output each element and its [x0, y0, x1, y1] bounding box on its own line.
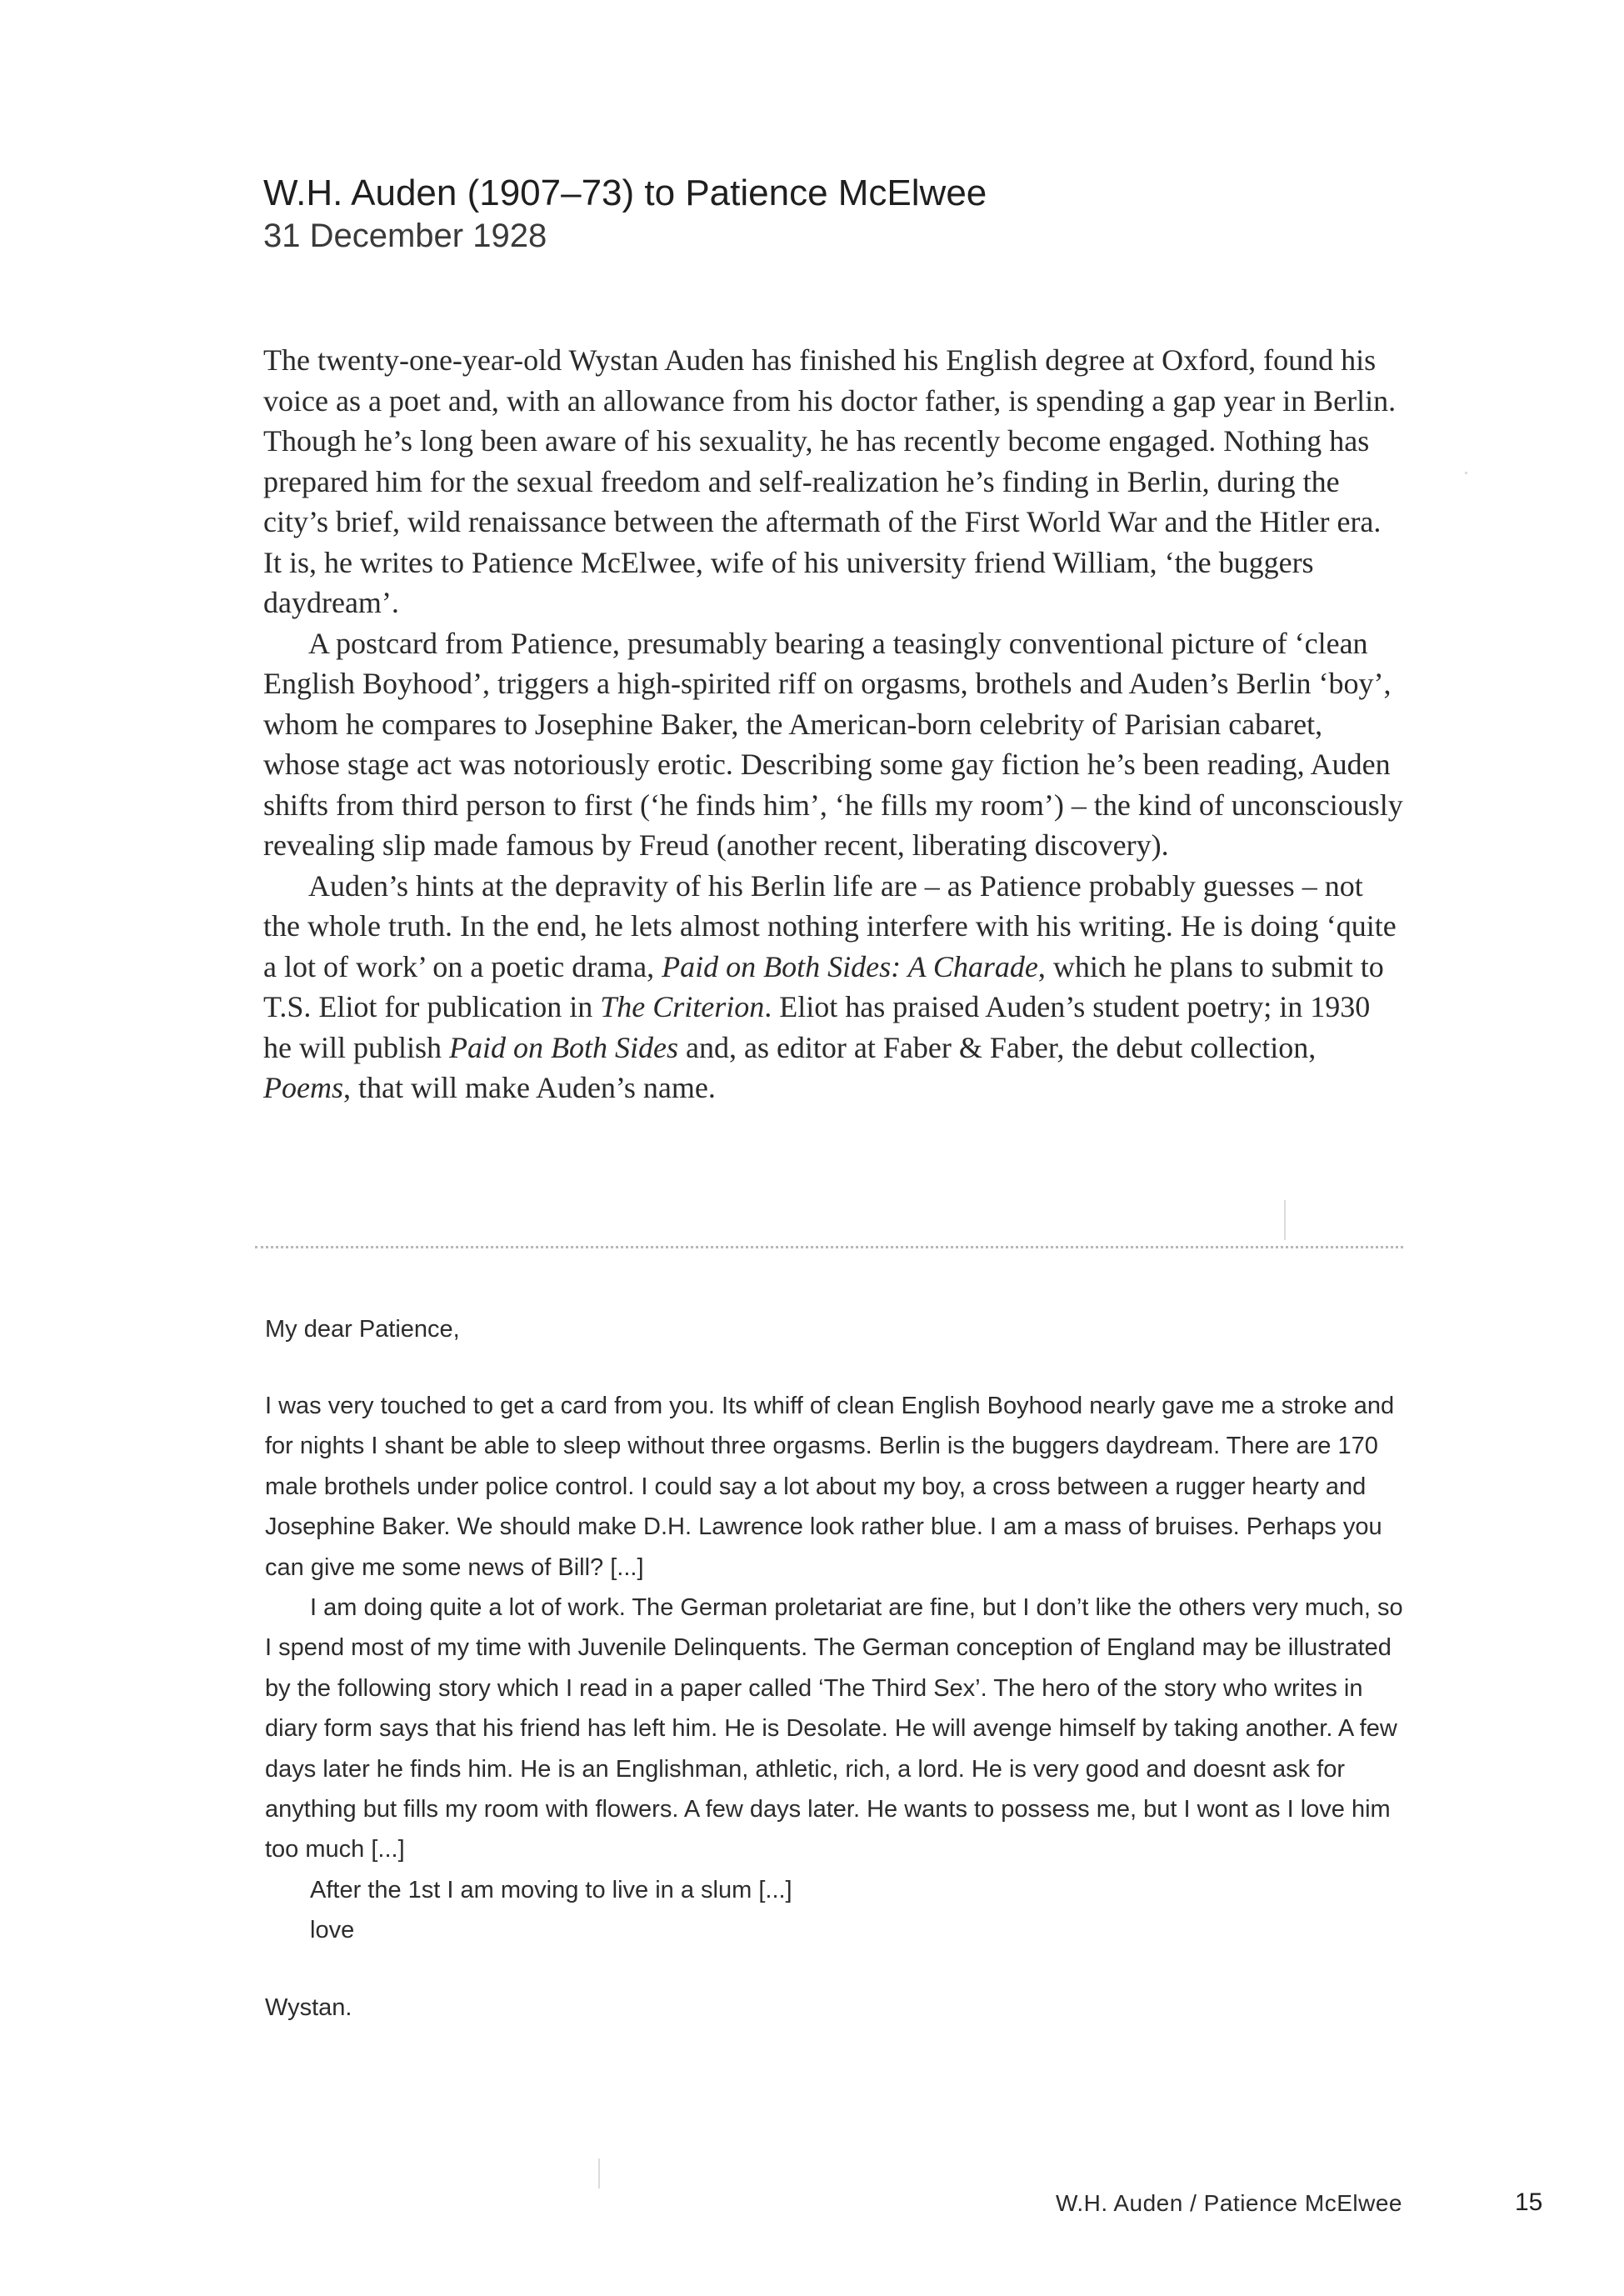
intro-text-run: . Eliot has praised Auden’s student poetry; in 1930 he will publish — [263, 990, 1371, 1064]
publication-title: The Criterion — [600, 990, 765, 1023]
work-title: Paid on Both Sides: A Charade — [662, 949, 1038, 983]
letter-paragraph: I am doing quite a lot of work. The German proletariat are fine, but I don’t like the others very much, so I spend most of my time with Juvenile Delinquents. The German conception of England may be illustrated by the following story which I read in a paper called ‘The Third Sex’. The hero of the story who writes in diary form says that his friend has left him. He is Desolate. He will avenge himself by taking another. A few days later he finds him. He is an Englishman, athletic, rich, a lord. He is very good and doesnt ask for anything but fills my room with flowers. A few days later. He wants to possess me, but I wont as I love him too much [...] — [265, 1594, 1403, 1863]
intro-paragraph: The twenty-one-year-old Wystan Auden has finished his English degree at Oxford, found his voice as a poet and, with an allowance from his doctor father, is spending a gap year in Berlin. Though he’s long been aware of his sexuality, he has recently become engaged. Nothing has prepared him for the sexual freedom and self-realization he’s finding in Berlin, during the city’s brief, wild renaissance between the aftermath of the First World War and the Hitler era. It is, he writes to Patience McElwee, wife of his university friend William, ‘the buggers daydream’. — [263, 343, 1397, 619]
section-divider — [255, 1246, 1403, 1248]
intro-paragraph — [263, 866, 1405, 1108]
intro-text — [263, 340, 1405, 1108]
intro-text-run: and, as editor at Faber & Faber, the debut collection, — [677, 1030, 1317, 1064]
page-number: 15 — [1515, 2188, 1543, 2216]
page-title: W.H. Auden (1907–73) to Patience McElwee — [263, 173, 987, 213]
intro-text-run: , which he plans to submit to T.S. Eliot for publication in — [263, 949, 1384, 1023]
scan-artifact — [1465, 472, 1467, 474]
letter-body — [265, 1386, 1408, 1951]
letter-paragraph: After the 1st I am moving to live in a slum [...] — [310, 1876, 792, 1903]
letter-date: 31 December 1928 — [263, 218, 547, 254]
running-head: W.H. Auden / Patience McElwee — [1055, 2190, 1402, 2216]
letter-signature: Wystan. — [265, 1994, 352, 2021]
intro-text-run: , that will make Auden’s name. — [342, 1071, 716, 1104]
letter-salutation: My dear Patience, — [265, 1316, 460, 1343]
intro-paragraph: A postcard from Patience, presumably bearing a teasingly conventional picture of ‘clean English Boyhood’, triggers a high-spirited riff on orgasms, brothels and Auden’s Berlin ‘boy’, whom he compares to Josephine Baker, the American-born celebrity of Parisian cabaret, whose stage act was notoriously erotic. Describing some gay fiction he’s been reading, Auden shifts from third person to first (‘he finds him’, ‘he fills my room’) – the kind of unconsciously revealing slip made famous by Freud (another recent, liberating discovery). — [263, 626, 1403, 862]
work-title: Poems — [263, 1071, 343, 1104]
scan-artifact — [1284, 1200, 1286, 1240]
work-title: Paid on Both Sides — [449, 1030, 678, 1064]
letter-paragraph: I was very touched to get a card from you. Its whiff of clean English Boyhood nearly gave me a stroke and for nights I shant be able to sleep without three orgasms. Berlin is the buggers daydream. There are 170 male brothels under police control. I could say a lot about my boy, a cross between a rugger hearty and Josephine Baker. We should make D.H. Lawrence look rather blue. I am a mass of bruises. Perhaps you can give me some news of Bill? [...] — [265, 1393, 1395, 1581]
scan-artifact — [598, 2158, 600, 2188]
intro-text-run: Auden’s hints at the depravity of his Berlin life are – as Patience probably guesses – not the whole truth. In the end, he lets almost nothing interfere with his writing. He is doing ‘quite a lot of work’ on a poetic drama, — [263, 868, 1397, 983]
letter-closing: love — [310, 1917, 355, 1944]
